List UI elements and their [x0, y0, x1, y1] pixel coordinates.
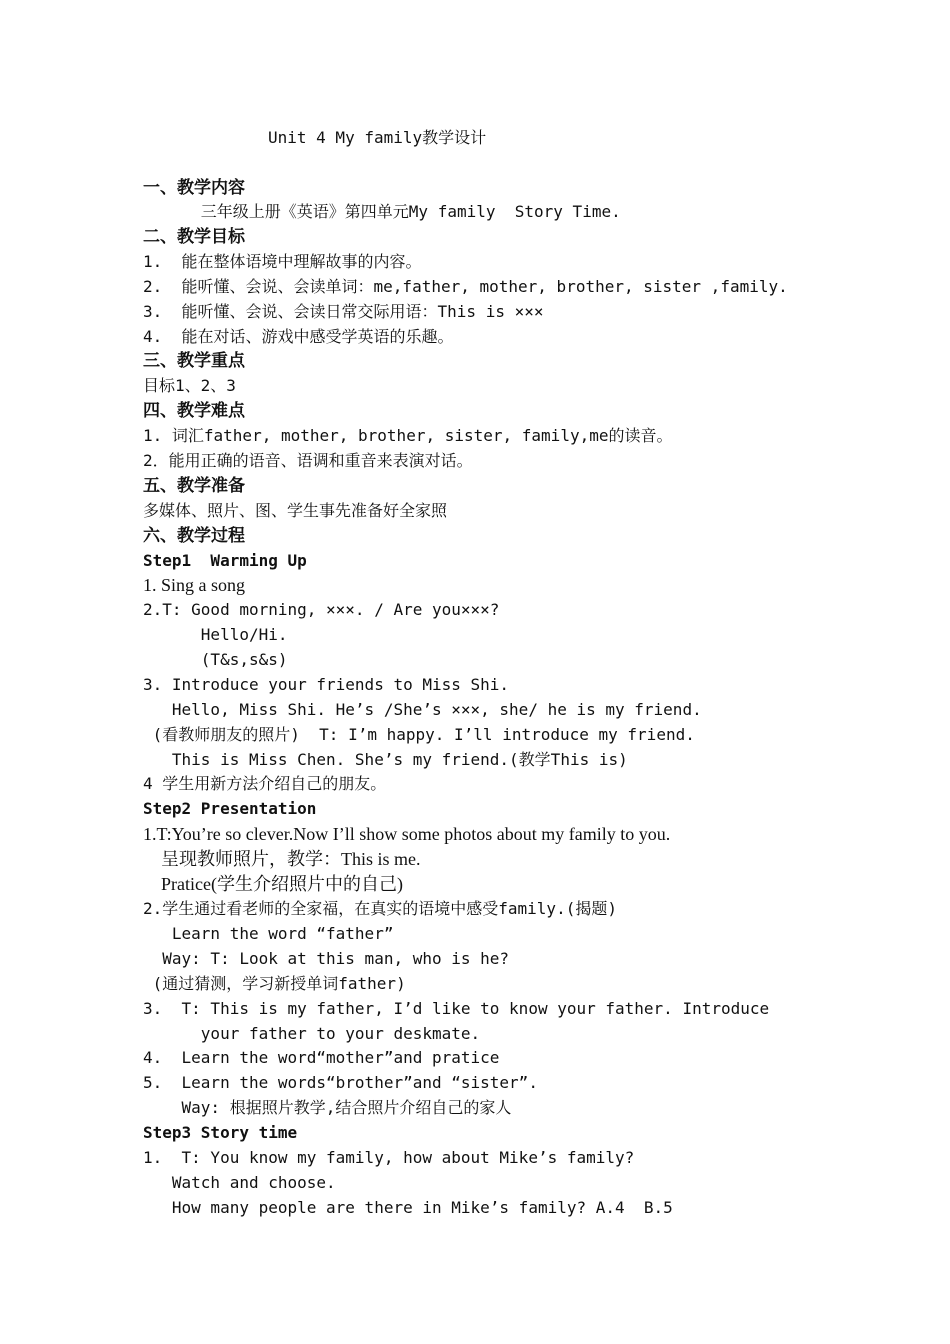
step2-line-2: 呈现教师照片，教学：This is me.: [143, 849, 421, 869]
step2-line-11: 5. Learn the words“brother”and “sister”.: [143, 1073, 538, 1092]
goal-line-1: 1. 能在整体语境中理解故事的内容。: [143, 252, 422, 271]
step2-line-10: 4. Learn the word“mother”and pratice: [143, 1048, 500, 1067]
section-heading-difficulties: 四、教学难点: [143, 401, 245, 421]
step3-line-3: How many people are there in Mike’s family? A.4 B.5: [143, 1198, 673, 1217]
section-heading-process: 六、教学过程: [143, 526, 245, 546]
step2-line-6: Way: T: Look at this man, who is he?: [143, 949, 510, 968]
difficulty-line-1: 1. 词汇father, mother, brother, sister, family,me的读音。: [143, 426, 673, 445]
section-heading-content: 一、教学内容: [143, 178, 245, 198]
document-title: Unit 4 My family教学设计: [268, 128, 487, 147]
section-heading-goals: 二、教学目标: [143, 227, 245, 247]
difficulty-line-2: 2．能用正确的语音、语调和重音来表演对话。: [143, 451, 473, 470]
step3-line-1: 1. T: You know my family, how about Mike’s family?: [143, 1148, 635, 1167]
step1-line-1: 1. Sing a song: [143, 575, 246, 595]
step1-line-7: (看教师朋友的照片) T: I’m happy. I’ll introduce my friend.: [143, 725, 695, 744]
step1-line-8: This is Miss Chen. She’s my friend.(教学This is): [143, 750, 628, 769]
step1-line-2: 2.T: Good morning, ×××. / Are you×××?: [143, 600, 500, 619]
step2-line-3: Pratice(学生介绍照片中的自己): [143, 874, 403, 894]
preparation-line: 多媒体、照片、图、学生事先准备好全家照: [143, 501, 448, 520]
section-heading-keypoints: 三、教学重点: [143, 351, 245, 371]
step2-line-12: Way: 根据照片教学,结合照片介绍自己的家人: [143, 1098, 512, 1117]
step1-line-5: 3. Introduce your friends to Miss Shi.: [143, 675, 510, 694]
section-heading-preparation: 五、教学准备: [143, 476, 245, 496]
step2-line-4: 2.学生通过看老师的全家福，在真实的语境中感受family.(揭题): [143, 899, 617, 918]
step1-line-6: Hello, Miss Shi. He’s /She’s ×××, she/ he is my friend.: [143, 700, 702, 719]
step2-line-8: 3. T: This is my father, I’d like to know your father. Introduce: [143, 999, 770, 1018]
content-line: 三年级上册《英语》第四单元My family Story Time.: [143, 202, 621, 221]
keypoint-line: 目标1、2、3: [143, 376, 236, 395]
step3-line-2: Watch and choose.: [143, 1173, 336, 1192]
step2-heading: Step2 Presentation: [143, 799, 317, 818]
step1-line-4: (T&s,s&s): [143, 650, 288, 669]
step1-heading: Step1 Warming Up: [143, 551, 307, 570]
goal-line-2: 2. 能听懂、会说、会读单词：me,father, mother, brother, sister ,family.: [143, 277, 788, 296]
step2-line-9: your father to your deskmate.: [143, 1024, 481, 1043]
goal-line-3: 3. 能听懂、会说、会读日常交际用语：This is ×××: [143, 302, 544, 321]
goal-line-4: 4. 能在对话、游戏中感受学英语的乐趣。: [143, 327, 454, 346]
step1-line-9: 4 学生用新方法介绍自己的朋友。: [143, 774, 387, 793]
step3-heading: Step3 Story time: [143, 1123, 298, 1142]
step2-line-5: Learn the word “father”: [143, 924, 394, 943]
step1-line-3: Hello/Hi.: [143, 625, 288, 644]
step2-line-1: 1.T:You’re so clever.Now I’ll show some photos about my family to you.: [143, 824, 671, 844]
step2-line-7: (通过猜测，学习新授单词father): [143, 974, 406, 993]
